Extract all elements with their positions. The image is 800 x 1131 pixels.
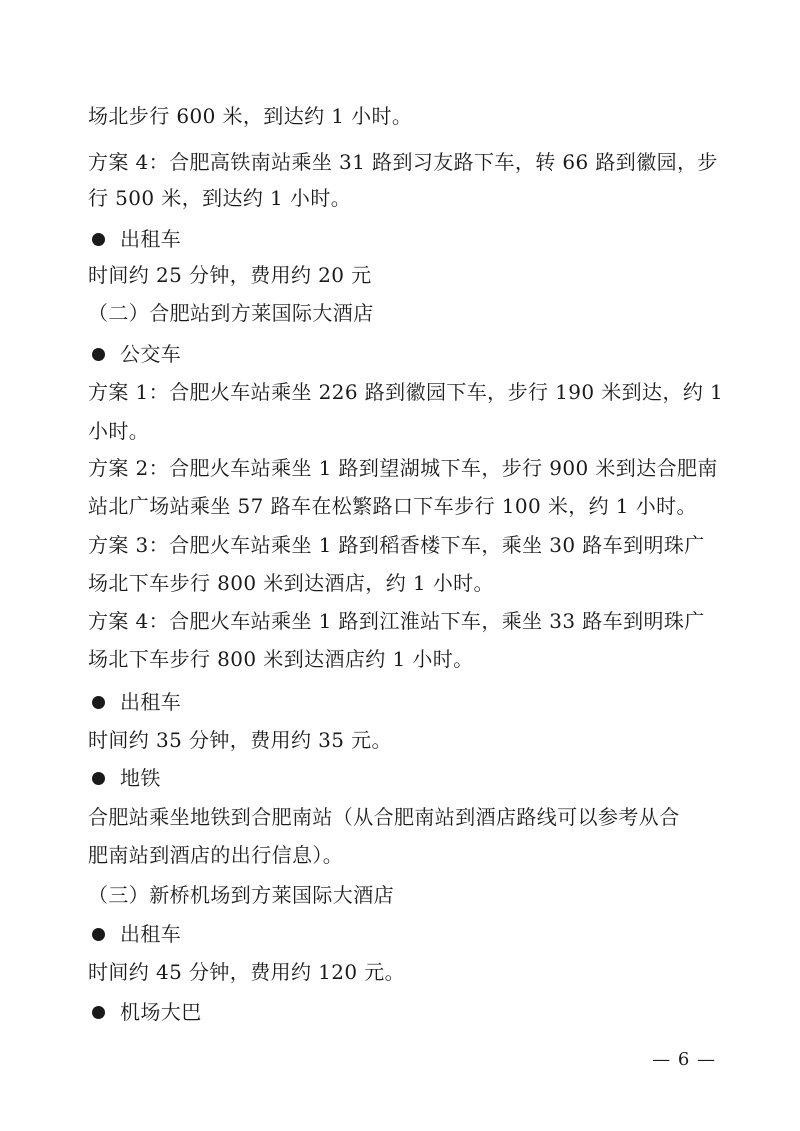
bullet-item-bus bbox=[88, 340, 728, 368]
text-line: 方案 4：合肥高铁南站乘坐 31 路到习友路下车，转 66 路到徽园，步 bbox=[88, 150, 718, 174]
bullet-dot-icon bbox=[92, 696, 105, 709]
text-line: 场北下车步行 800 米到达酒店，约 1 小时。 bbox=[88, 571, 494, 595]
bullet-label: 机场大巴 bbox=[120, 1000, 202, 1024]
text-line: 小时。 bbox=[88, 419, 150, 443]
bullet-item-taxi bbox=[88, 688, 728, 716]
text-line: 场北步行 600 米，到达约 1 小时。 bbox=[88, 104, 413, 128]
section-heading: （三）新桥机场到方莱国际大酒店 bbox=[88, 883, 394, 907]
page-number: — 6 — bbox=[652, 1049, 716, 1070]
text-line: 方案 1：合肥火车站乘坐 226 路到徽园下车，步行 190 米到达，约 1 bbox=[88, 380, 724, 404]
bullet-dot-icon bbox=[92, 772, 105, 785]
bullet-dot-icon bbox=[92, 233, 105, 246]
bullet-dot-icon bbox=[92, 1006, 105, 1019]
text-line: 方案 4：合肥火车站乘坐 1 路到江淮站下车，乘坐 33 路车到明珠广 bbox=[88, 609, 705, 633]
text-line: 合肥站乘坐地铁到合肥南站（从合肥南站到酒店路线可以参考从合 bbox=[88, 805, 680, 829]
bullet-label: 地铁 bbox=[120, 766, 161, 790]
bullet-label: 出租车 bbox=[120, 922, 182, 946]
text-line: 方案 2：合肥火车站乘坐 1 路到望湖城下车，步行 900 米到达合肥南 bbox=[88, 456, 718, 480]
section-heading: （二）合肥站到方莱国际大酒店 bbox=[88, 301, 374, 325]
bullet-dot-icon bbox=[92, 928, 105, 941]
bullet-item-taxi bbox=[88, 225, 728, 253]
text-line: 时间约 35 分钟，费用约 35 元。 bbox=[88, 728, 392, 752]
text-line: 场北下车步行 800 米到达酒店约 1 小时。 bbox=[88, 647, 474, 671]
text-line: 行 500 米，到达约 1 小时。 bbox=[88, 186, 352, 210]
text-line: 方案 3：合肥火车站乘坐 1 路到稻香楼下车，乘坐 30 路车到明珠广 bbox=[88, 533, 705, 557]
text-line: 时间约 25 分钟，费用约 20 元 bbox=[88, 263, 372, 287]
bullet-label: 出租车 bbox=[120, 227, 182, 251]
bullet-item-airport-bus bbox=[88, 998, 728, 1026]
bullet-label: 公交车 bbox=[120, 342, 182, 366]
bullet-item-taxi bbox=[88, 920, 728, 948]
text-line: 时间约 45 分钟，费用约 120 元。 bbox=[88, 960, 406, 984]
bullet-item-metro bbox=[88, 764, 728, 792]
bullet-label: 出租车 bbox=[120, 690, 182, 714]
bullet-dot-icon bbox=[92, 348, 105, 361]
text-line: 站北广场站乘坐 57 路车在松繁路口下车步行 100 米，约 1 小时。 bbox=[88, 494, 697, 518]
text-line: 肥南站到酒店的出行信息）。 bbox=[88, 843, 344, 867]
